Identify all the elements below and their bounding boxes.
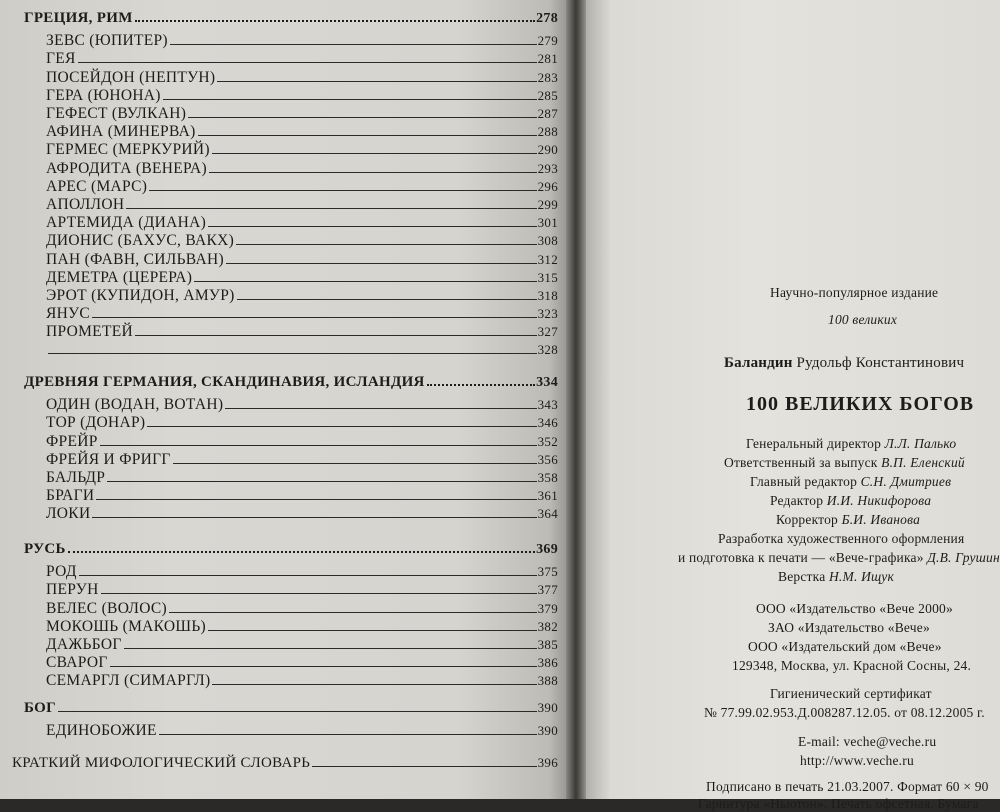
toc-section-page-number: 278 <box>536 11 558 26</box>
toc-entry <box>46 32 558 50</box>
publisher-address: 129348, Москва, ул. Красной Сосны, 24. <box>732 658 972 673</box>
toc-entry-page-number: 290 <box>537 142 558 158</box>
author-name: Рудольф Константинович <box>796 355 965 371</box>
credit-line: Редактор И.И. Никифорова <box>770 493 932 508</box>
toc-entry-title: ФРЕЙЯ И ФРИГГ <box>46 450 171 468</box>
toc-entry-title: АФРОДИТА (ВЕНЕРА) <box>46 159 207 177</box>
leader-line <box>173 463 537 464</box>
toc-entry <box>46 672 558 690</box>
toc-entry <box>46 105 558 123</box>
leader-line <box>225 408 536 409</box>
toc-entry <box>46 287 558 305</box>
toc-entry <box>46 654 558 672</box>
toc-entry <box>46 618 558 636</box>
toc-entry <box>46 251 558 269</box>
leader-line <box>147 426 536 427</box>
toc-entry-page-number: 358 <box>537 470 558 485</box>
toc-entry-title: ДИОНИС (БАХУС, ВАКХ) <box>46 232 235 250</box>
toc-entry-title: БАЛЬДР <box>46 469 106 486</box>
print-signed: Подписано в печать 21.03.2007. Формат 60 × 90 <box>706 779 989 794</box>
toc-entry-title: ЛОКИ <box>46 505 91 523</box>
toc-entry <box>46 469 558 487</box>
credit-line: Главный редактор С.Н. Дмитриев <box>750 474 952 489</box>
toc-entry-page-number: 287 <box>537 106 558 121</box>
leader-line <box>237 299 537 300</box>
toc-entry-title: ДЕМЕТРА (ЦЕРЕРА) <box>46 268 193 286</box>
toc-entry <box>46 323 558 341</box>
leader-line <box>107 481 536 482</box>
toc-entry-title: АРТЕМИДА (ДИАНА) <box>46 214 207 232</box>
toc-entry-title: ПЕРУН <box>46 581 99 599</box>
toc-entry <box>46 414 558 432</box>
email: E-mail: veche@veche.ru <box>798 734 937 749</box>
toc-entry <box>46 232 558 250</box>
toc-section-title: ДРЕВНЯЯ ГЕРМАНИЯ, СКАНДИНАВИЯ, ИСЛАНДИЯ <box>24 374 425 390</box>
leader-line <box>68 551 535 553</box>
toc-entry <box>46 69 558 87</box>
toc-entry <box>46 636 558 654</box>
toc-entry <box>46 563 558 581</box>
leader-line <box>126 208 536 209</box>
toc-entry <box>46 505 558 523</box>
toc-entry-title: ЕДИНОБОЖИЕ <box>46 722 157 740</box>
toc-entry-title: ТОР (ДОНАР) <box>46 414 146 432</box>
toc-entry-page-number: 279 <box>537 33 558 49</box>
toc-section-page-number: 369 <box>536 542 558 557</box>
toc-entry-title: СВАРОГ <box>46 654 108 672</box>
series-name: 100 великих <box>828 312 898 327</box>
toc-section <box>24 700 558 717</box>
toc-entry <box>46 160 558 178</box>
leader-line <box>194 281 536 282</box>
leader-line <box>58 711 537 712</box>
leader-line <box>79 575 537 576</box>
edition-type: Научно-популярное издание <box>770 285 939 300</box>
toc-entry <box>46 600 558 618</box>
leader-line <box>48 353 537 354</box>
toc-entry-page-number: 323 <box>537 306 558 322</box>
toc-entry-page-number: 379 <box>537 600 558 616</box>
toc-entry-title: ГЕЯ <box>46 50 76 68</box>
toc-entry-page-number: 299 <box>537 197 558 212</box>
toc-section-page-number: 334 <box>536 375 558 390</box>
leader-line <box>170 44 537 45</box>
toc-entry <box>46 196 558 214</box>
leader-line <box>124 648 537 649</box>
toc-entry <box>46 396 558 414</box>
toc-entry-title: АРЕС (МАРС) <box>46 177 148 195</box>
leader-line <box>100 445 537 446</box>
toc-entry-title: ФРЕЙР <box>46 432 98 450</box>
toc-entry-page-number: 312 <box>537 251 558 267</box>
toc-entry-page-number: 308 <box>537 233 558 249</box>
leader-line <box>96 499 536 500</box>
leader-line <box>208 630 537 631</box>
toc-entry-title: ЯНУС <box>46 305 91 323</box>
toc-section-page-number: 390 <box>537 700 558 715</box>
leader-line <box>135 20 535 22</box>
toc-entry <box>46 123 558 141</box>
toc-entry-page-number: 386 <box>537 655 558 671</box>
leader-line <box>209 172 537 173</box>
toc-entry-title: АФИНА (МИНЕРВА) <box>46 123 196 141</box>
leader-line <box>135 335 537 336</box>
leader-line <box>159 734 537 735</box>
toc-entry-page-number: 315 <box>537 269 558 285</box>
leader-line <box>226 263 537 264</box>
toc-dictionary-page-number: 396 <box>537 755 558 770</box>
credit-line: Генеральный директор Л.Л. Палько <box>746 436 957 451</box>
toc-section-title: ГРЕЦИЯ, РИМ <box>24 10 133 26</box>
leader-line <box>212 153 537 154</box>
leader-line <box>208 226 537 227</box>
toc-section-title: РУСЬ <box>24 541 66 557</box>
toc-entry-page-number: 293 <box>537 160 558 176</box>
toc-entry <box>46 305 558 323</box>
toc-entry-title: ОДИН (ВОДАН, ВОТАН) <box>46 396 224 414</box>
toc-entry <box>46 581 558 599</box>
toc-entry-title: ГЕРА (ЮНОНА) <box>46 86 161 104</box>
author-surname: Баландин <box>724 355 793 371</box>
toc-entry-page-number: 288 <box>537 124 558 140</box>
credit-line: Верстка Н.М. Ищук <box>778 569 894 584</box>
toc-dictionary-title: КРАТКИЙ МИФОЛОГИЧЕСКИЙ СЛОВАРЬ <box>12 755 311 771</box>
leader-line <box>163 99 537 100</box>
toc-entry <box>46 141 558 159</box>
leader-line <box>169 612 537 613</box>
toc-entry-page-number: 296 <box>537 178 558 194</box>
toc-entry-page-number: 390 <box>537 723 558 739</box>
toc-entry-title: ЭРОТ (КУПИДОН, АМУР) <box>46 287 235 304</box>
toc-entry-page-number: 388 <box>537 673 558 689</box>
leader-line <box>312 766 536 767</box>
author <box>724 355 964 372</box>
toc-entry-title: ПРОМЕТЕЙ <box>46 323 133 341</box>
toc-entry-title: ЗЕВС (ЮПИТЕР) <box>46 32 168 50</box>
credit-line: Ответственный за выпуск В.П. Еленский <box>724 455 965 470</box>
toc-dictionary <box>12 755 558 772</box>
toc-entry <box>46 487 558 505</box>
toc-entry-title: БРАГИ <box>46 487 95 505</box>
leader-line <box>212 684 536 685</box>
toc-entry-page-number: 361 <box>537 488 558 504</box>
toc-entry-page-number: 385 <box>537 637 558 652</box>
typeface: Гарнитура «Ньютон». Печать офсетная. Бумага <box>698 796 979 811</box>
credit-line: Разработка художественного оформления <box>718 531 965 546</box>
leader-line <box>101 593 537 594</box>
publisher-line: ООО «Издательство «Вече 2000» <box>756 601 953 616</box>
right-page <box>586 0 1000 811</box>
toc-entry-title: ДАЖЬБОГ <box>46 636 122 653</box>
toc-entry-title: РОД <box>46 563 77 581</box>
toc-entry-page-number: 377 <box>537 582 558 598</box>
toc-entry-page-number: 364 <box>537 506 558 522</box>
toc-section <box>24 10 558 27</box>
toc-entry-title: МОКОШЬ (МАКОШЬ) <box>46 617 207 635</box>
leader-line <box>427 384 535 386</box>
toc-entry <box>46 50 558 68</box>
toc-entry-page-number: 301 <box>537 215 558 231</box>
toc-entry-page-number: 283 <box>537 69 558 85</box>
credit-line: Корректор Б.И. Иванова <box>776 512 921 527</box>
toc-entry-title: ПОСЕЙДОН (НЕПТУН) <box>46 68 216 86</box>
toc-entry-page-number: 327 <box>537 324 558 340</box>
toc-entry-page-number: 285 <box>537 87 558 103</box>
leader-line <box>149 190 536 191</box>
toc-entry-title: ГЕРМЕС (МЕРКУРИЙ) <box>46 141 210 159</box>
toc-entry <box>46 451 558 469</box>
certificate-title: Гигиенический сертификат <box>770 686 932 701</box>
toc-entry-page-number: 382 <box>537 618 558 634</box>
leader-line <box>92 317 537 318</box>
toc-entry <box>46 722 558 740</box>
toc-entry <box>46 178 558 196</box>
leader-line <box>78 62 537 63</box>
credit-line: и подготовка к печати — «Вече-графика» Д.В. Грушин <box>678 550 1000 565</box>
leader-line <box>217 81 536 82</box>
book-gutter <box>566 0 588 799</box>
toc-entry-page-number: 356 <box>537 451 558 467</box>
website: http://www.veche.ru <box>800 753 914 768</box>
publisher-line: ООО «Издательский дом «Вече» <box>748 639 942 654</box>
book-title: 100 ВЕЛИКИХ БОГОВ <box>746 393 975 415</box>
toc-entry-page-number: 352 <box>537 433 558 449</box>
toc-entry-page-number: 328 <box>537 341 558 357</box>
toc-entry-title: АПОЛЛОН <box>46 196 125 213</box>
toc-entry-page-number: 281 <box>537 51 558 67</box>
toc-entry-title: ГЕФЕСТ (ВУЛКАН) <box>46 105 187 122</box>
toc-entry <box>46 433 558 451</box>
publisher-line: ЗАО «Издательство «Вече» <box>768 620 930 635</box>
toc-entry <box>46 87 558 105</box>
toc-entry-page-number: 343 <box>537 397 558 413</box>
toc-section-title: БОГ <box>24 700 56 716</box>
toc-section <box>24 541 558 558</box>
leader-line <box>92 517 536 518</box>
toc-entry-page-number: 346 <box>537 415 558 431</box>
leader-line <box>198 135 537 136</box>
leader-line <box>188 117 536 118</box>
toc-entry-title: СЕМАРГЛ (СИМАРГЛ) <box>46 672 211 690</box>
toc-entry-page-number: 375 <box>537 564 558 580</box>
toc-entry-page-number: 318 <box>537 288 558 303</box>
certificate-number: № 77.99.02.953.Д.008287.12.05. от 08.12.2005 г. <box>704 705 985 720</box>
toc-section <box>24 374 558 391</box>
toc-entry <box>46 214 558 232</box>
toc-entry-title: ПАН (ФАВН, СИЛЬВАН) <box>46 250 224 268</box>
toc-entry <box>46 342 558 358</box>
leader-line <box>110 666 537 667</box>
toc-entry-title: ВЕЛЕС (ВОЛОС) <box>46 599 168 617</box>
leader-line <box>236 244 536 245</box>
toc-entry <box>46 269 558 287</box>
